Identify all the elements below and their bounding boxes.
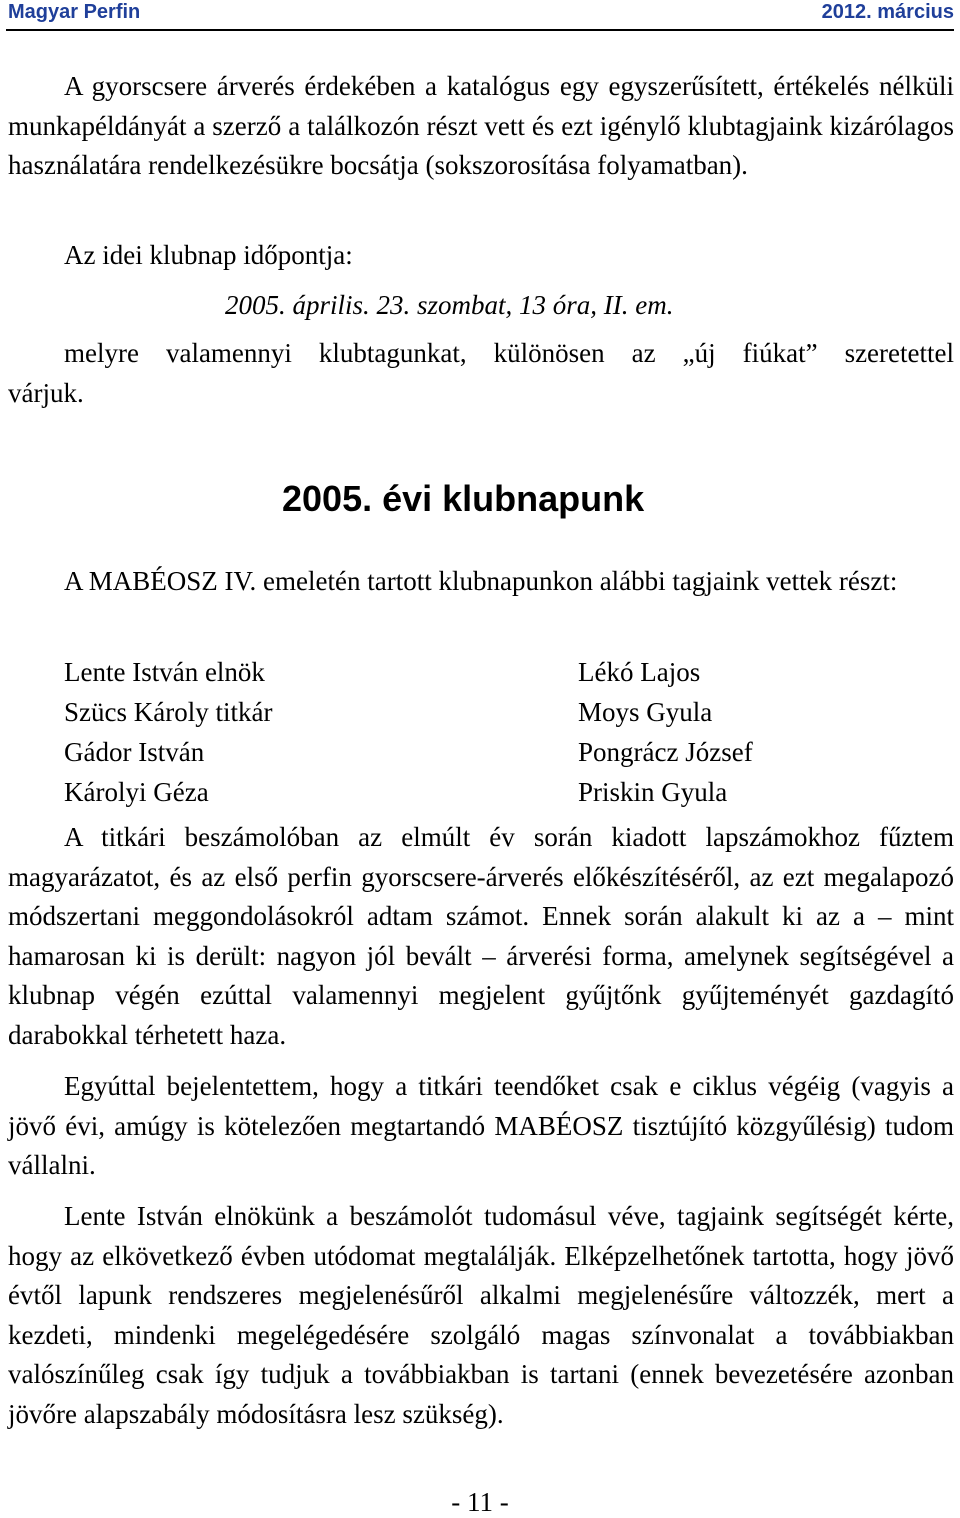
attendee-name: Moys Gyula (578, 697, 713, 727)
attendance-intro: A MABÉOSZ IV. emeletén tartott klubnapunkon alábbi tagjaink vettek részt: (64, 566, 898, 596)
announcement-paragraph: Egyúttal bejelentettem, hogy a titkári teendőket csak e ciklus végéig (vagyis a jövő évi, amúgy is kötelezően megtartandó MABÉOSZ tisztújító közgyűlésig) tudom vállalni. (8, 1071, 954, 1180)
clubday-label: Az idei klubnap időpontja: (64, 240, 353, 270)
page-number: - 11 - (451, 1487, 509, 1517)
attendee-name: Lékó Lajos (578, 657, 701, 687)
intro-paragraph: A gyorscsere árverés érdekében a katalógus egy egyszerűsített, értékelés nélküli munkapéldányát a szerző a találkozón részt vett és ezt igénylő klubtagjaink kizárólagos használatára rendelkezésükre bocsátja (sokszorosítása folyamatban). (8, 71, 954, 180)
section-title: 2005. évi klubnapunk (282, 478, 645, 519)
attendee-list-right (578, 652, 753, 812)
attendee-name: Károlyi Géza (64, 777, 209, 807)
attendee-name: Pongrácz József (578, 737, 753, 767)
attendee-name: Priskin Gyula (578, 777, 728, 807)
page-header (0, 0, 960, 34)
report-paragraph: A titkári beszámolóban az elmúlt év során kiadott lapszámokhoz fűztem magyarázatot, és az első perfin gyorscsere-árverés előkészítéséről, az ezt megalapozó módszertani meggondolásokról adtam számot. Ennek során alakult ki az a – mint hamarosan ki is derült: nagyon jól bevált – árverési forma, amelynek segítségével a klubnap végén ezúttal valamennyi megjelent gyűjtőnk gyűjteményét gazdagító darabokkal térhetett haza. (8, 822, 954, 1050)
attendee-name: Gádor István (64, 737, 205, 767)
clubday-date: 2005. április. 23. szombat, 13 óra, II. em. (225, 290, 674, 320)
attendee-list-left (64, 652, 272, 812)
issue-date: 2012. március (821, 1, 954, 23)
invitation-line: melyre valamennyi klubtagunkat, különösen az „új fiúkat” szeretettel (64, 338, 954, 368)
invitation-line-end: várjuk. (8, 378, 84, 408)
publication-title: Magyar Perfin (8, 1, 141, 23)
header-rule (6, 29, 954, 31)
attendee-name: Szücs Károly titkár (64, 697, 273, 727)
president-paragraph: Lente István elnökünk a beszámolót tudomásul véve, tagjaink segítségét kérte, hogy az elkövetkező évben utódomat megtalálják. Elképzelhetőnek tartotta, hogy jövő évtől lapunk rendszeres megjelenésűről alkalmi megjelenésűre változzék, mert a kezdeti, mindenki megelégedésére szolgáló magas színvonalat a továbbiakban valószínűleg csak így tudjuk a továbbiakban is tartani (ennek bevezetésére azonban jövőre alapszabály módosításra lesz szükség). (8, 1201, 954, 1429)
attendee-name: Lente István elnök (64, 657, 265, 687)
